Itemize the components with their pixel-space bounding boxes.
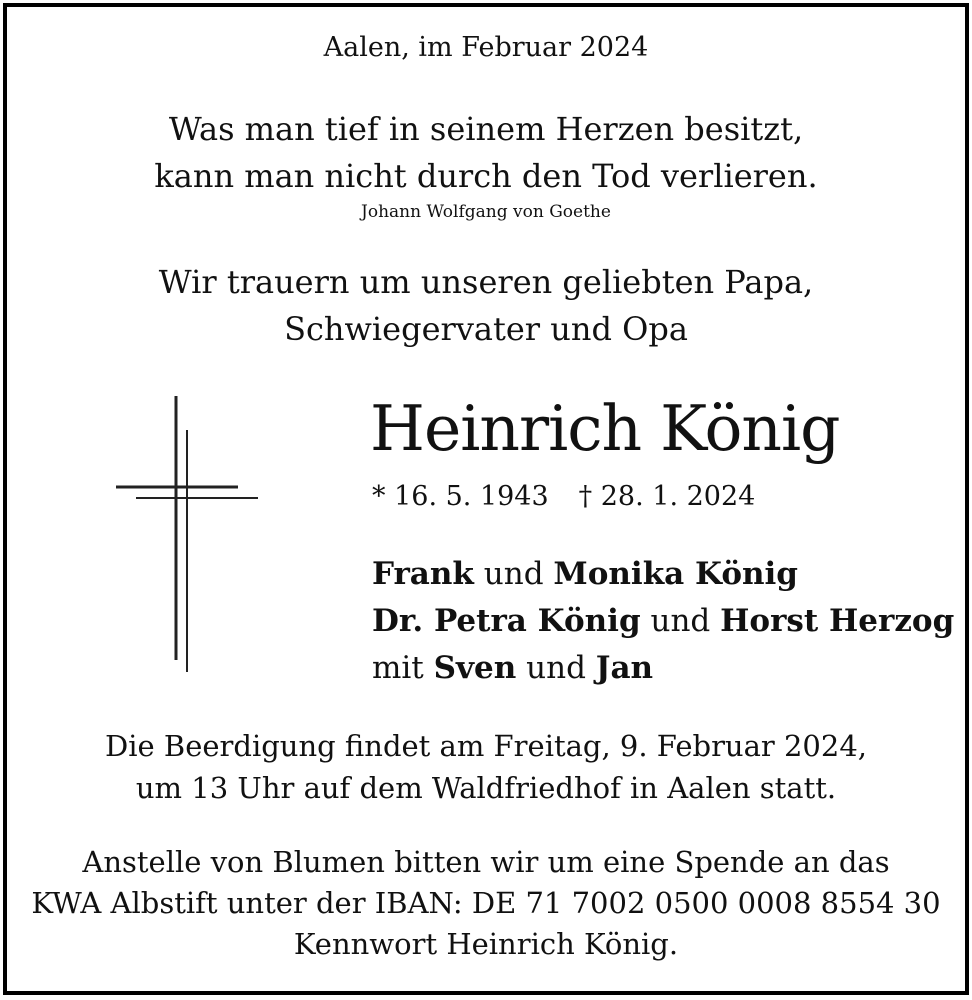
family-line-1 xyxy=(372,556,798,592)
death-date: † 28. 1. 2024 xyxy=(578,481,756,512)
deceased-name: Heinrich König xyxy=(370,392,840,465)
funeral-line-2: um 13 Uhr auf dem Waldfriedhof in Aalen statt. xyxy=(135,771,837,805)
donation-line-2: KWA Albstift unter der IBAN: DE 71 7002 0500 0008 8554 30 xyxy=(31,886,941,920)
mourning-line-1: Wir trauern um unseren geliebten Papa, xyxy=(158,263,814,301)
donation-line-1: Anstelle von Blumen bitten wir um eine Spende an das xyxy=(82,845,890,879)
cross-icon xyxy=(110,390,270,680)
family-name: Jan xyxy=(595,650,654,686)
quote-line-1: Was man tief in seinem Herzen besitzt, xyxy=(168,110,804,148)
family-line-2 xyxy=(372,603,954,639)
life-dates xyxy=(372,481,755,512)
family-connector: und xyxy=(473,556,554,592)
family-name: Horst Herzog xyxy=(720,603,955,639)
family-connector: mit xyxy=(372,650,434,686)
quote-author: Johann Wolfgang von Goethe xyxy=(361,202,611,222)
family-connector: und xyxy=(516,650,596,686)
funeral-line-1: Die Beerdigung findet am Freitag, 9. Februar 2024, xyxy=(104,729,867,763)
donation-line-3: Kennwort Heinrich König. xyxy=(293,927,679,961)
family-name: Sven xyxy=(433,650,517,686)
family-name: Monika König xyxy=(553,556,798,592)
mourning-line-2: Schwiegervater und Opa xyxy=(284,310,688,348)
place-date: Aalen, im Februar 2024 xyxy=(323,32,649,63)
family-line-3 xyxy=(372,650,653,686)
quote-line-2: kann man nicht durch den Tod verlieren. xyxy=(154,157,818,195)
birth-date: * 16. 5. 1943 xyxy=(372,481,549,512)
family-name: Frank xyxy=(372,556,474,592)
family-connector: und xyxy=(640,603,721,639)
family-name: Dr. Petra König xyxy=(372,603,641,639)
